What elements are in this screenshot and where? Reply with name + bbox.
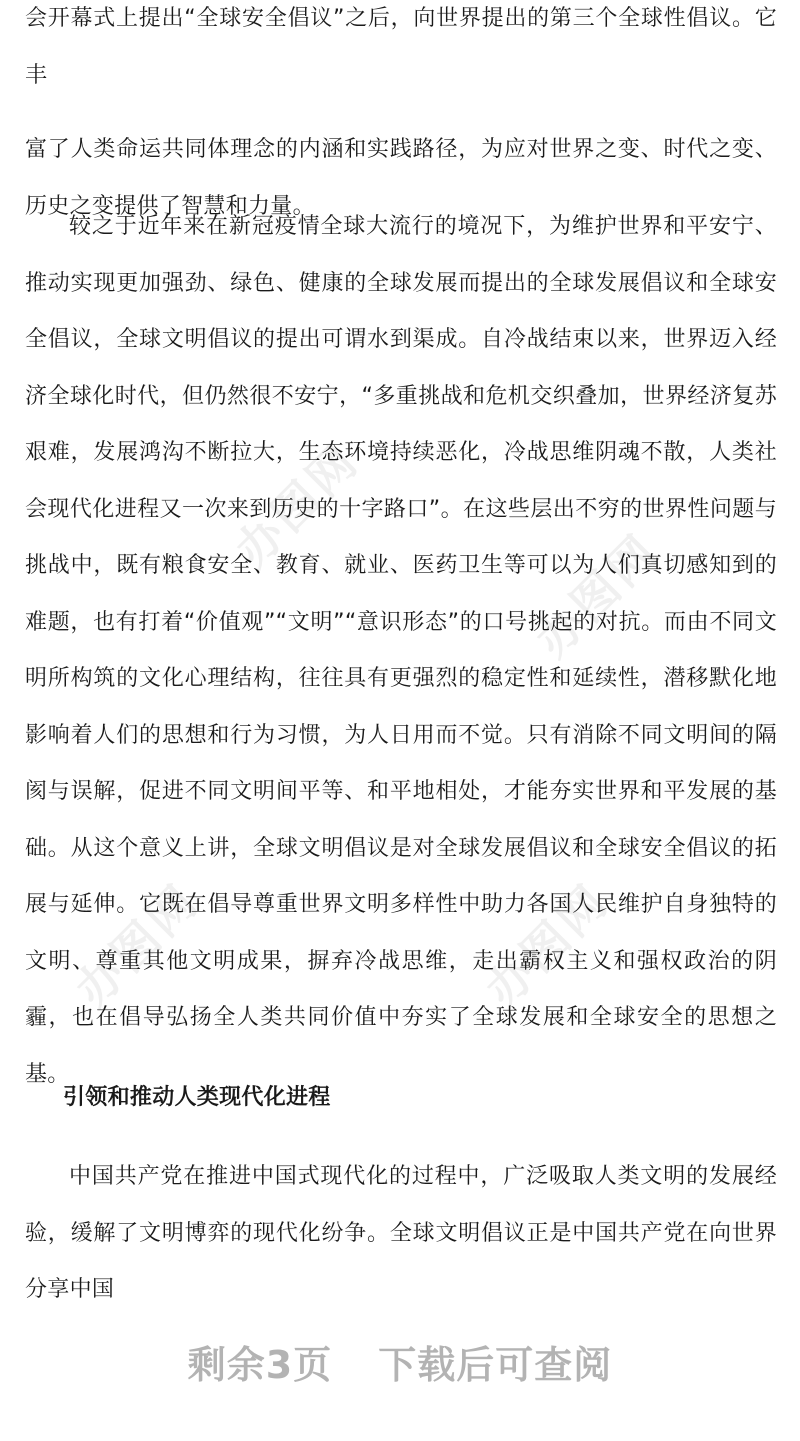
paragraph-global-civilization-initiative: 较之于近年来在新冠疫情全球大流行的境况下，为维护世界和平安宁、推动实现更加强劲、绿色、健康的全球发展而提出的全球发展倡议和全球安全倡议，全球文明倡议的提出可谓水到渠成。自冷战结束以来，世界迈入经济全球化时代，但仍然很不安宁，“多重挑战和危机交织叠加，世界经济复苏艰难，发展鸿沟不断拉大，生态环境持续恶化，冷战思维阴魂不散，人类社会现代化进程又一次来到历史的十字路口”。在这些层出不穷的世界性问题与挑战中，既有粮食安全、教育、就业、医药卫生等可以为人们真切感知到的难题，也有打着“价值观”“文明”“意识形态”的口号挑起的对抗。而由不同文明所构筑的文化心理结构，往往具有更强烈的稳定性和延续性，潜移默化地影响着人们的思想和行为习惯，为人日用而不觉。只有消除不同文明间的隔阂与误解，促进不同文明间平等、和平地相处，才能夯实世界和平发展的基础。从这个意义上讲，全球文明倡议是对全球发展倡议和全球安全倡议的拓展与延伸。它既在倡导尊重世界文明多样性中助力各国人民维护自身独特的文明、尊重其他文明成果，摒弃冷战思维，走出霸权主义和强权政治的阴霾，也在倡导弘扬全人类共同价值中夯实了全球发展和全球安全的思想之基。 (25, 214, 777, 1087)
download-prompt-label[interactable]: 下载后可查阅 (378, 1343, 613, 1387)
watermark: 办图网 (524, 522, 670, 668)
section-heading: 引领和推动人类现代化进程 (63, 1085, 331, 1110)
watermark: 办图网 (64, 872, 210, 1018)
paragraph-line: 会开幕式上提出“全球安全倡议”之后，向世界提出的第三个全球性倡议。它丰 (25, 6, 777, 88)
paragraph-modernization: 中国共产党在推进中国式现代化的过程中，广泛吸取人类文明的发展经验，缓解了文明博弈的现代化纷争。全球文明倡议正是中国共产党在向世界分享中国 (25, 1164, 777, 1302)
watermark: 办图网 (474, 872, 620, 1018)
watermark: 办图网 (224, 432, 370, 578)
remaining-pages-label: 剩余3页 (187, 1343, 333, 1387)
download-banner[interactable] (0, 1330, 800, 1400)
paragraph-text: 富了人类命运共同体理念的内涵和实践路径，为应对世界之变、时代之变、历史之变提供了智慧和力量。 (25, 137, 777, 219)
